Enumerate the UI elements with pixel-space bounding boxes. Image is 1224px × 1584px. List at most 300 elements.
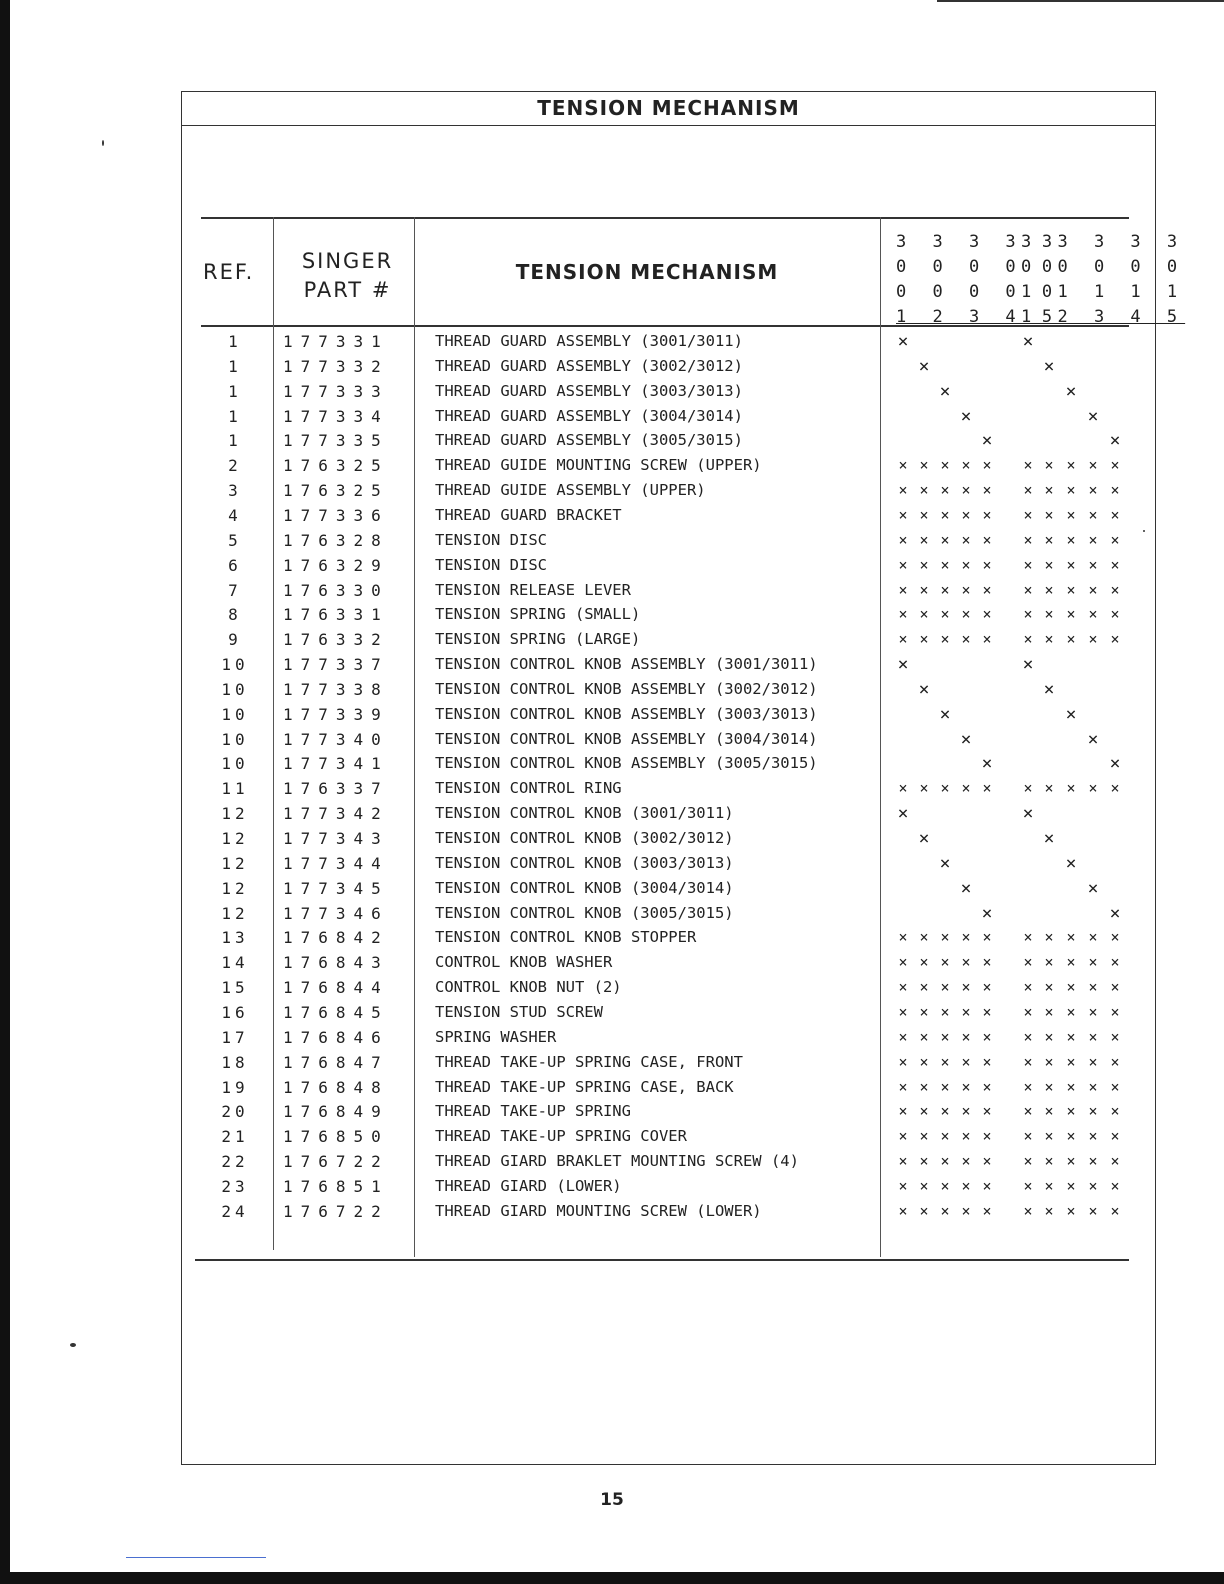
- model-fit-mark-3001: ×: [897, 803, 909, 825]
- table-row: [0, 652, 1224, 677]
- model-fit-mark-3004: ×: [961, 1201, 971, 1220]
- model-fit-mark-3011: ×: [1023, 580, 1033, 599]
- model-fit-mark-3012: ×: [1043, 678, 1055, 700]
- table-row: [0, 428, 1224, 453]
- model-fit-mark-3004: ×: [960, 728, 972, 750]
- model-fit-mark-3004: ×: [961, 580, 971, 599]
- model-fit-mark-3015: ×: [1110, 481, 1120, 500]
- model-fit-mark-3002: ×: [919, 1201, 929, 1220]
- row-ref: 24: [221, 1201, 249, 1221]
- row-part-number: 176851: [283, 1176, 389, 1196]
- row-description: TENSION CONTROL KNOB STOPPER: [435, 928, 697, 947]
- row-description: TENSION CONTROL KNOB ASSEMBLY (3004/3014): [435, 729, 818, 748]
- model-fit-mark-3014: ×: [1088, 928, 1098, 947]
- model-fit-mark-3005: ×: [982, 555, 992, 574]
- model-fit-mark-3005: ×: [982, 953, 992, 972]
- model-fit-mark-3012: ×: [1044, 481, 1054, 500]
- model-fit-mark-3005: ×: [982, 580, 992, 599]
- row-part-number: 176848: [283, 1077, 389, 1097]
- model-fit-mark-3005: ×: [981, 753, 993, 775]
- model-group-2: [1021, 230, 1185, 330]
- model-fit-mark-3014: ×: [1088, 530, 1098, 549]
- row-part-number: 176845: [283, 1002, 389, 1022]
- model-fit-mark-3001: ×: [898, 779, 908, 798]
- row-part-number: 177332: [283, 356, 389, 376]
- model-fit-mark-3012: ×: [1044, 555, 1054, 574]
- model-fit-mark-3012: ×: [1044, 1102, 1054, 1121]
- model-fit-mark-3013: ×: [1066, 630, 1076, 649]
- row-part-number: 176844: [283, 978, 389, 998]
- row-part-number: 177340: [283, 729, 389, 749]
- model-fit-mark-3005: ×: [982, 456, 992, 475]
- model-fit-mark-3005: ×: [981, 902, 993, 924]
- model-fit-mark-3015: ×: [1110, 928, 1120, 947]
- model-fit-mark-3003: ×: [940, 1201, 950, 1220]
- model-fit-mark-3011: ×: [1023, 456, 1033, 475]
- model-fit-mark-3011: ×: [1023, 555, 1033, 574]
- model-fit-mark-3002: ×: [919, 1127, 929, 1146]
- model-fit-mark-3001: ×: [898, 630, 908, 649]
- table-row: [0, 503, 1224, 528]
- table-row: [0, 801, 1224, 826]
- row-part-number: 176842: [283, 928, 389, 948]
- row-description: THREAD TAKE-UP SPRING CASE, FRONT: [435, 1052, 743, 1071]
- row-description: THREAD GUARD ASSEMBLY (3001/3011): [435, 332, 743, 350]
- model-fit-mark-3011: ×: [1023, 505, 1033, 524]
- model-fit-mark-3013: ×: [1065, 703, 1077, 725]
- row-description: TENSION DISC: [435, 555, 547, 574]
- model-fit-mark-3014: ×: [1088, 1201, 1098, 1220]
- row-ref: 12: [221, 878, 249, 898]
- model-fit-mark-3005: ×: [982, 481, 992, 500]
- table-row: [0, 826, 1224, 851]
- row-part-number: 177345: [283, 878, 389, 898]
- row-part-number: 176325: [283, 456, 389, 476]
- table-row: [0, 876, 1224, 901]
- table-row: [0, 1025, 1224, 1050]
- model-fit-mark-3012: ×: [1044, 1201, 1054, 1220]
- model-fit-mark-3014: ×: [1088, 1102, 1098, 1121]
- model-fit-mark-3011: ×: [1022, 331, 1034, 352]
- model-fit-mark-3002: ×: [919, 505, 929, 524]
- row-ref: 21: [221, 1127, 249, 1147]
- model-fit-mark-3001: ×: [898, 1077, 908, 1096]
- model-fit-mark-3013: ×: [1066, 1201, 1076, 1220]
- page-number: 15: [600, 1490, 624, 1510]
- row-description: TENSION CONTROL KNOB ASSEMBLY (3003/3013): [435, 704, 818, 723]
- table-row: [0, 627, 1224, 652]
- model-fit-mark-3003: ×: [940, 978, 950, 997]
- model-fit-mark-3011: ×: [1023, 481, 1033, 500]
- model-fit-mark-3004: ×: [961, 1176, 971, 1195]
- model-fit-mark-3004: ×: [961, 1077, 971, 1096]
- model-fit-mark-3003: ×: [940, 456, 950, 475]
- row-part-number: 176337: [283, 779, 389, 799]
- model-fit-mark-3012: ×: [1044, 530, 1054, 549]
- model-fit-mark-3003: ×: [940, 481, 950, 500]
- model-fit-mark-3011: ×: [1023, 928, 1033, 947]
- row-ref: 22: [221, 1152, 249, 1172]
- row-part-number: 177346: [283, 903, 389, 923]
- model-fit-mark-3011: ×: [1023, 779, 1033, 798]
- row-ref: 1: [228, 332, 242, 351]
- model-fit-mark-3013: ×: [1066, 1002, 1076, 1021]
- row-description: TENSION CONTROL KNOB ASSEMBLY (3001/3011): [435, 655, 818, 674]
- model-fit-mark-3011: ×: [1023, 1127, 1033, 1146]
- table-row: [0, 1050, 1224, 1075]
- row-description: TENSION SPRING (SMALL): [435, 605, 641, 624]
- row-description: TENSION SPRING (LARGE): [435, 630, 641, 649]
- model-fit-mark-3011: ×: [1023, 978, 1033, 997]
- row-part-number: 177336: [283, 505, 389, 525]
- row-ref: 23: [221, 1176, 249, 1196]
- model-fit-mark-3002: ×: [919, 580, 929, 599]
- model-digit-row: 3 3 3 3 3: [896, 232, 1061, 252]
- row-part-number: 176328: [283, 530, 389, 550]
- model-fit-mark-3002: ×: [919, 555, 929, 574]
- row-ref: 6: [228, 555, 242, 575]
- row-ref: 13: [221, 928, 249, 948]
- model-fit-mark-3012: ×: [1044, 456, 1054, 475]
- row-ref: 1: [228, 356, 242, 376]
- row-ref: 10: [221, 704, 249, 724]
- model-fit-mark-3004: ×: [961, 456, 971, 475]
- table-row: [0, 329, 1224, 354]
- row-ref: 9: [228, 630, 242, 650]
- model-fit-mark-3015: ×: [1110, 1152, 1120, 1171]
- row-ref: 16: [221, 1002, 249, 1022]
- model-fit-mark-3003: ×: [939, 380, 951, 402]
- model-fit-mark-3014: ×: [1088, 580, 1098, 599]
- row-part-number: 177331: [283, 332, 389, 351]
- model-fit-mark-3012: ×: [1044, 1052, 1054, 1071]
- row-part-number: 177334: [283, 406, 389, 426]
- row-description: TENSION CONTROL KNOB ASSEMBLY (3005/3015): [435, 754, 818, 773]
- model-fit-mark-3003: ×: [940, 1176, 950, 1195]
- row-ref: 20: [221, 1102, 249, 1122]
- model-fit-mark-3015: ×: [1110, 1077, 1120, 1096]
- row-part-number: 176332: [283, 630, 389, 650]
- model-fit-mark-3002: ×: [919, 978, 929, 997]
- model-fit-mark-3002: ×: [919, 1077, 929, 1096]
- model-fit-mark-3004: ×: [960, 877, 972, 899]
- model-fit-mark-3015: ×: [1110, 1201, 1120, 1220]
- model-fit-mark-3011: ×: [1023, 1077, 1033, 1096]
- row-ref: 10: [221, 754, 249, 774]
- model-fit-mark-3005: ×: [982, 530, 992, 549]
- model-fit-mark-3015: ×: [1110, 1102, 1120, 1121]
- model-fit-mark-3001: ×: [898, 978, 908, 997]
- row-description: CONTROL KNOB NUT (2): [435, 978, 622, 997]
- row-description: THREAD GIARD BRAKLET MOUNTING SCREW (4): [435, 1152, 799, 1171]
- model-fit-mark-3002: ×: [919, 530, 929, 549]
- model-fit-mark-3004: ×: [961, 555, 971, 574]
- model-digit-row: 0 0 0 0 0: [896, 282, 1061, 302]
- model-fit-mark-3003: ×: [940, 1102, 950, 1121]
- row-part-number: 176850: [283, 1127, 389, 1147]
- model-fit-mark-3004: ×: [961, 779, 971, 798]
- model-fit-mark-3015: ×: [1110, 605, 1120, 624]
- model-fit-mark-3005: ×: [982, 1027, 992, 1046]
- table-row: [0, 1124, 1224, 1149]
- model-fit-mark-3002: ×: [919, 1152, 929, 1171]
- model-fit-mark-3004: ×: [961, 605, 971, 624]
- header-singer-part: [285, 247, 410, 305]
- row-ref: 8: [228, 605, 242, 625]
- row-description: THREAD GIARD MOUNTING SCREW (LOWER): [435, 1201, 762, 1220]
- model-fit-mark-3015: ×: [1109, 430, 1121, 452]
- row-description: THREAD GUARD BRACKET: [435, 505, 622, 524]
- model-fit-mark-3001: ×: [898, 1027, 908, 1046]
- model-fit-mark-3001: ×: [898, 456, 908, 475]
- table-row: [0, 702, 1224, 727]
- model-fit-mark-3002: ×: [918, 828, 930, 849]
- row-ref: 1: [228, 381, 242, 401]
- table-bottom-rule: [195, 1259, 1129, 1261]
- model-fit-mark-3012: ×: [1044, 1002, 1054, 1021]
- table-row: [0, 950, 1224, 975]
- model-fit-mark-3004: ×: [961, 630, 971, 649]
- row-ref: 14: [221, 953, 249, 973]
- table-row: [0, 602, 1224, 627]
- model-fit-mark-3013: ×: [1066, 1052, 1076, 1071]
- row-part-number: 176329: [283, 555, 389, 575]
- model-fit-mark-3005: ×: [982, 630, 992, 649]
- model-fit-mark-3003: ×: [940, 605, 950, 624]
- model-fit-mark-3003: ×: [940, 1077, 950, 1096]
- model-fit-mark-3003: ×: [940, 928, 950, 947]
- model-fit-mark-3011: ×: [1023, 1027, 1033, 1046]
- row-part-number: 177341: [283, 754, 389, 774]
- model-fit-mark-3003: ×: [940, 505, 950, 524]
- table-row: [0, 1099, 1224, 1124]
- model-fit-mark-3013: ×: [1066, 580, 1076, 599]
- table-row: [0, 975, 1224, 1000]
- frame-title: TENSION MECHANISM: [182, 92, 1155, 126]
- model-fit-mark-3013: ×: [1066, 1176, 1076, 1195]
- model-fit-mark-3015: ×: [1110, 1027, 1120, 1046]
- model-fit-mark-3012: ×: [1044, 978, 1054, 997]
- row-description: THREAD TAKE-UP SPRING COVER: [435, 1127, 687, 1146]
- model-fit-mark-3013: ×: [1066, 1077, 1076, 1096]
- row-description: THREAD TAKE-UP SPRING: [435, 1102, 631, 1121]
- row-description: TENSION CONTROL KNOB (3001/3011): [435, 804, 734, 823]
- row-description: TENSION CONTROL RING: [435, 779, 622, 798]
- model-fit-mark-3001: ×: [898, 928, 908, 947]
- model-fit-mark-3002: ×: [919, 605, 929, 624]
- model-fit-mark-3005: ×: [981, 430, 993, 452]
- row-part-number: 177339: [283, 704, 389, 724]
- model-fit-mark-3012: ×: [1044, 580, 1054, 599]
- model-fit-mark-3004: ×: [961, 1102, 971, 1121]
- model-fit-mark-3014: ×: [1088, 555, 1098, 574]
- row-description: THREAD GUARD ASSEMBLY (3004/3014): [435, 406, 743, 425]
- model-fit-mark-3012: ×: [1044, 1152, 1054, 1171]
- model-fit-mark-3001: ×: [898, 1127, 908, 1146]
- row-part-number: 176331: [283, 605, 389, 625]
- table-row: [0, 453, 1224, 478]
- row-ref: 2: [228, 456, 242, 476]
- model-fit-mark-3003: ×: [940, 779, 950, 798]
- row-description: TENSION DISC: [435, 530, 547, 549]
- row-description: TENSION STUD SCREW: [435, 1002, 603, 1021]
- scan-speck: [70, 1343, 76, 1347]
- model-fit-mark-3003: ×: [940, 953, 950, 972]
- model-fit-mark-3005: ×: [982, 1176, 992, 1195]
- model-fit-mark-3013: ×: [1065, 852, 1077, 874]
- model-fit-mark-3014: ×: [1087, 405, 1099, 427]
- model-fit-mark-3001: ×: [898, 953, 908, 972]
- model-fit-mark-3012: ×: [1043, 355, 1055, 377]
- model-digit-row: 1 1 1 1 1: [1021, 282, 1186, 302]
- model-fit-mark-3002: ×: [919, 1002, 929, 1021]
- table-row: [0, 1075, 1224, 1100]
- model-fit-mark-3005: ×: [982, 779, 992, 798]
- row-description: THREAD GUARD ASSEMBLY (3005/3015): [435, 431, 743, 450]
- model-fit-mark-3015: ×: [1110, 580, 1120, 599]
- model-fit-mark-3014: ×: [1088, 456, 1098, 475]
- scan-border-bottom: [0, 1572, 1224, 1584]
- model-fit-mark-3013: ×: [1066, 928, 1076, 947]
- row-description: TENSION CONTROL KNOB (3004/3014): [435, 878, 734, 897]
- model-fit-mark-3003: ×: [940, 530, 950, 549]
- model-fit-mark-3014: ×: [1088, 779, 1098, 798]
- model-fit-mark-3001: ×: [898, 530, 908, 549]
- model-fit-mark-3005: ×: [982, 1052, 992, 1071]
- model-fit-mark-3015: ×: [1110, 1002, 1120, 1021]
- model-fit-mark-3004: ×: [961, 1052, 971, 1071]
- model-fit-mark-3013: ×: [1066, 779, 1076, 798]
- model-fit-mark-3013: ×: [1066, 1027, 1076, 1046]
- model-fit-mark-3012: ×: [1044, 953, 1054, 972]
- row-description: THREAD GUARD ASSEMBLY (3002/3012): [435, 356, 743, 375]
- model-fit-mark-3002: ×: [919, 1102, 929, 1121]
- model-digit-row: 3 3 3 3 3: [1021, 232, 1186, 252]
- model-fit-mark-3013: ×: [1065, 380, 1077, 402]
- row-part-number: 176325: [283, 481, 389, 501]
- header-singer-line2: PART #: [303, 278, 392, 302]
- model-fit-mark-3014: ×: [1088, 1127, 1098, 1146]
- model-fit-mark-3011: ×: [1023, 1201, 1033, 1220]
- model-fit-mark-3002: ×: [919, 779, 929, 798]
- row-part-number: 176847: [283, 1052, 389, 1072]
- model-fit-mark-3012: ×: [1044, 779, 1054, 798]
- model-fit-mark-3013: ×: [1066, 505, 1076, 524]
- row-part-number: 176330: [283, 580, 389, 600]
- model-fit-mark-3012: ×: [1044, 1027, 1054, 1046]
- row-part-number: 177335: [283, 431, 389, 451]
- model-fit-mark-3003: ×: [940, 580, 950, 599]
- row-description: TENSION CONTROL KNOB ASSEMBLY (3002/3012): [435, 679, 818, 698]
- model-fit-mark-3014: ×: [1088, 1152, 1098, 1171]
- model-fit-mark-3003: ×: [940, 1002, 950, 1021]
- row-description: THREAD GIARD (LOWER): [435, 1176, 622, 1195]
- model-fit-mark-3013: ×: [1066, 1152, 1076, 1171]
- row-ref: 18: [221, 1052, 249, 1072]
- model-fit-mark-3001: ×: [898, 505, 908, 524]
- model-digit-row: 1 2 3 4 5: [896, 307, 1061, 327]
- row-part-number: 177342: [283, 804, 389, 824]
- row-ref: 10: [221, 679, 249, 699]
- model-fit-mark-3001: ×: [898, 605, 908, 624]
- model-fit-mark-3014: ×: [1088, 630, 1098, 649]
- model-fit-mark-3003: ×: [940, 1152, 950, 1171]
- model-fit-mark-3003: ×: [940, 1027, 950, 1046]
- model-fit-mark-3001: ×: [898, 555, 908, 574]
- table-row: [0, 354, 1224, 379]
- model-fit-mark-3014: ×: [1088, 481, 1098, 500]
- header-description: TENSION MECHANISM: [515, 260, 779, 284]
- model-fit-mark-3012: ×: [1044, 505, 1054, 524]
- model-fit-mark-3015: ×: [1110, 1176, 1120, 1195]
- model-fit-mark-3011: ×: [1023, 630, 1033, 649]
- row-ref: 12: [221, 853, 249, 873]
- table-row: [0, 751, 1224, 776]
- table-row: [0, 1149, 1224, 1174]
- row-part-number: 176843: [283, 953, 389, 973]
- model-fit-mark-3014: ×: [1087, 728, 1099, 750]
- model-fit-mark-3003: ×: [939, 852, 951, 874]
- row-ref: 3: [228, 481, 242, 501]
- model-fit-mark-3011: ×: [1023, 953, 1033, 972]
- model-fit-mark-3015: ×: [1110, 456, 1120, 475]
- row-part-number: 176846: [283, 1027, 389, 1047]
- row-description: TENSION CONTROL KNOB (3003/3013): [435, 853, 734, 872]
- row-description: THREAD GUIDE ASSEMBLY (UPPER): [435, 481, 706, 500]
- model-fit-mark-3014: ×: [1087, 877, 1099, 899]
- model-fit-mark-3005: ×: [982, 978, 992, 997]
- scan-line-top: [937, 0, 1224, 2]
- row-ref: 11: [221, 779, 249, 799]
- row-part-number: 177337: [283, 655, 389, 675]
- table-row: [0, 578, 1224, 603]
- model-fit-mark-3015: ×: [1109, 753, 1121, 775]
- model-fit-mark-3015: ×: [1110, 630, 1120, 649]
- row-ref: 12: [221, 804, 249, 824]
- model-fit-mark-3013: ×: [1066, 1102, 1076, 1121]
- model-fit-mark-3011: ×: [1023, 1052, 1033, 1071]
- model-fit-mark-3013: ×: [1066, 1127, 1076, 1146]
- model-fit-mark-3011: ×: [1023, 1002, 1033, 1021]
- model-fit-mark-3012: ×: [1044, 605, 1054, 624]
- model-fit-mark-3011: ×: [1023, 1152, 1033, 1171]
- row-ref: 4: [228, 505, 242, 525]
- model-fit-mark-3005: ×: [982, 505, 992, 524]
- row-part-number: 177343: [283, 829, 389, 848]
- row-ref: 12: [221, 829, 249, 848]
- model-fit-mark-3014: ×: [1088, 1052, 1098, 1071]
- model-fit-mark-3002: ×: [919, 953, 929, 972]
- model-fit-mark-3003: ×: [940, 555, 950, 574]
- model-fit-mark-3003: ×: [940, 1052, 950, 1071]
- row-part-number: 177344: [283, 853, 389, 873]
- row-ref: 7: [228, 580, 242, 600]
- model-fit-mark-3005: ×: [982, 1201, 992, 1220]
- model-fit-mark-3012: ×: [1044, 928, 1054, 947]
- model-fit-mark-3013: ×: [1066, 481, 1076, 500]
- row-ref: 5: [228, 530, 242, 550]
- model-fit-mark-3005: ×: [982, 928, 992, 947]
- model-fit-mark-3004: ×: [961, 1152, 971, 1171]
- model-fit-mark-3001: ×: [898, 481, 908, 500]
- table-row: [0, 1199, 1224, 1224]
- model-fit-mark-3004: ×: [961, 928, 971, 947]
- model-fit-mark-3004: ×: [961, 1002, 971, 1021]
- row-part-number: 177338: [283, 679, 389, 699]
- model-fit-mark-3005: ×: [982, 1077, 992, 1096]
- table-row: [0, 528, 1224, 553]
- model-fit-mark-3011: ×: [1023, 1102, 1033, 1121]
